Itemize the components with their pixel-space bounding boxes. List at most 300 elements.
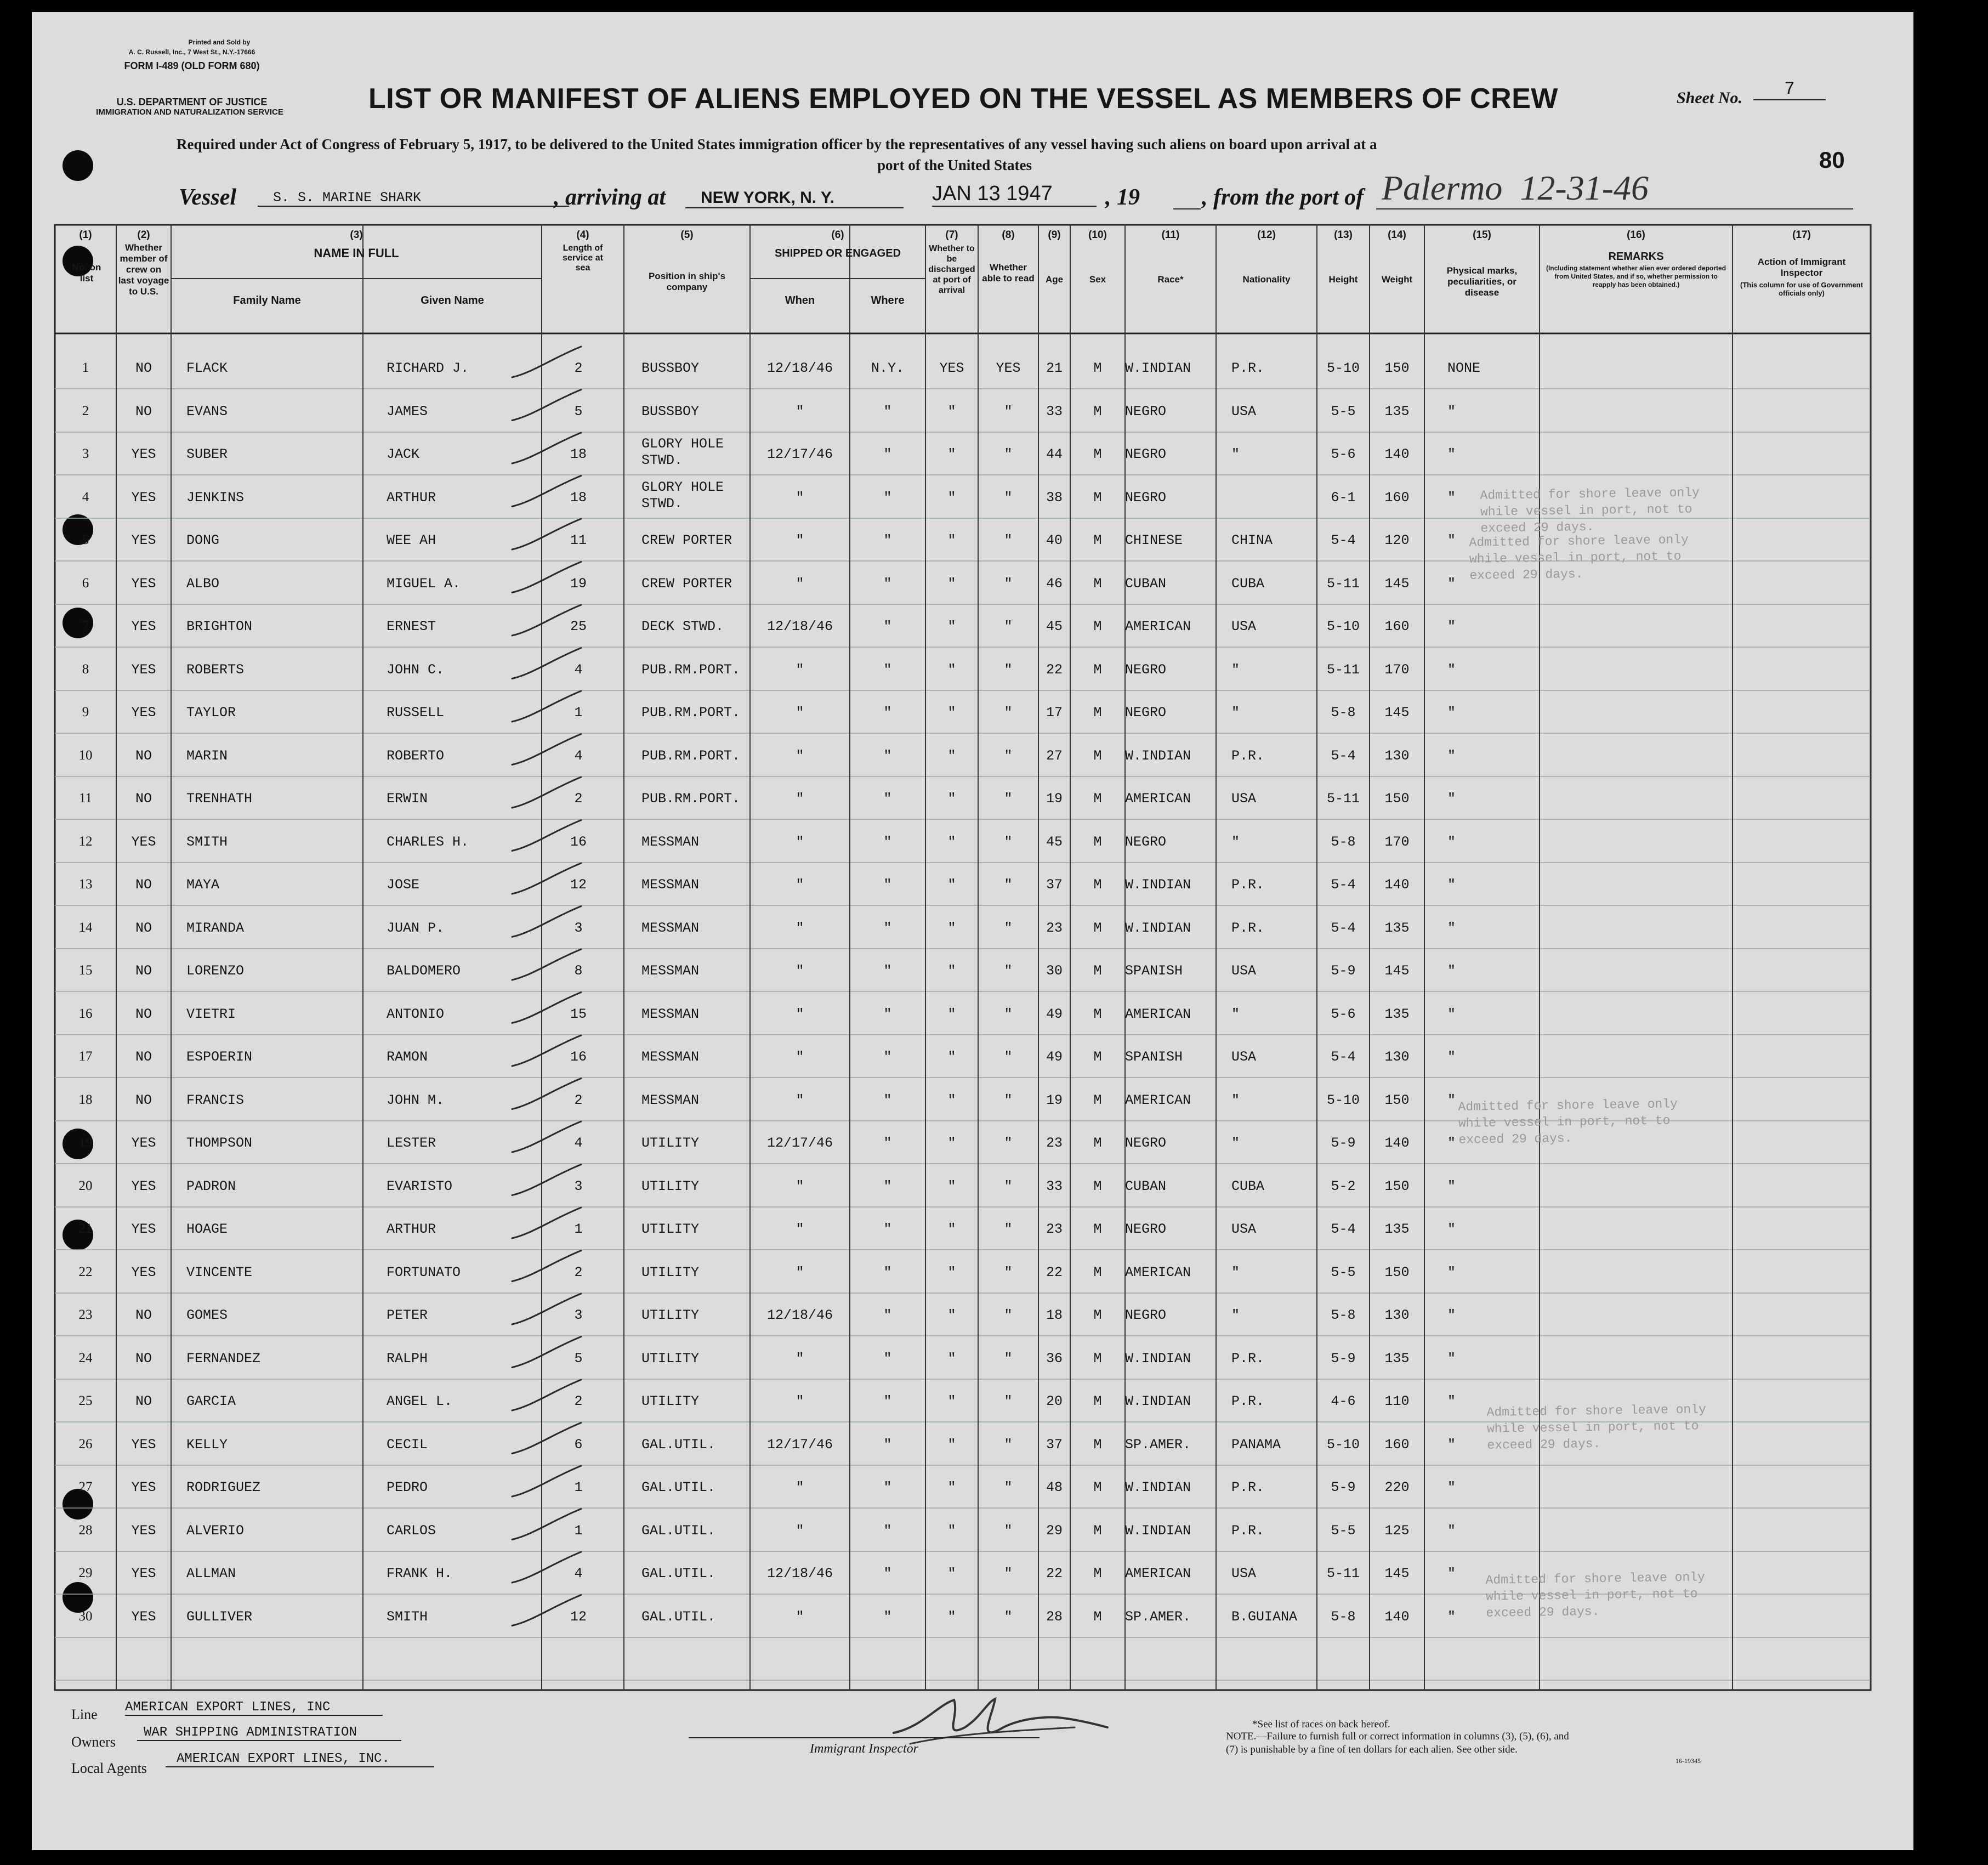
weight: 145 (1384, 575, 1410, 592)
nationality: P.R. (1231, 920, 1265, 936)
height: 5-9 (1331, 1350, 1356, 1367)
shipped-where: " (883, 619, 892, 634)
owners-label: Owners (71, 1734, 116, 1750)
age: 36 (1046, 1350, 1063, 1367)
able-to-read: " (1004, 1049, 1013, 1065)
row-number: 30 (78, 1608, 93, 1624)
col-14-header: Weight (1381, 274, 1413, 285)
shipped-where: " (883, 747, 892, 764)
shipped-where: " (883, 920, 892, 936)
discharged: " (947, 1178, 956, 1194)
crew-last-voyage: YES (131, 661, 156, 678)
tally-mark (512, 1251, 581, 1282)
shipped-when: " (796, 834, 804, 850)
weight: 170 (1384, 834, 1410, 850)
tally-mark (512, 1423, 581, 1454)
family-name: GARCIA (186, 1393, 236, 1409)
physical-marks: " (1447, 963, 1456, 979)
shipped-where: " (883, 1307, 892, 1323)
nationality: USA (1231, 1049, 1257, 1065)
family-name: JENKINS (186, 489, 245, 506)
age: 18 (1046, 1307, 1063, 1323)
service-length: 5 (574, 403, 583, 420)
crew-last-voyage: NO (135, 1307, 152, 1323)
position: GAL.UTIL. (641, 1522, 716, 1539)
weight: 135 (1384, 920, 1410, 936)
physical-marks: " (1447, 1006, 1456, 1022)
shipped-where: " (883, 532, 892, 548)
col-10-header: Sex (1089, 274, 1106, 285)
shipped-when: 12/17/46 (766, 1436, 833, 1453)
weight: 130 (1384, 1049, 1410, 1065)
crew-last-voyage: NO (135, 791, 152, 807)
col-6-number: (6) (831, 229, 844, 241)
crew-last-voyage: YES (131, 1436, 156, 1453)
printer-line: Printed and Sold by (188, 38, 251, 46)
service-length: 4 (574, 747, 583, 764)
family-name: FRANCIS (186, 1092, 245, 1108)
weight: 130 (1384, 1307, 1410, 1323)
shipped-where: " (883, 489, 892, 506)
tally-mark (512, 476, 581, 507)
sex: M (1093, 661, 1102, 678)
tally-mark (512, 648, 581, 679)
race: CHINESE (1125, 532, 1183, 548)
service-length: 1 (574, 1221, 583, 1237)
able-to-read: " (1004, 532, 1013, 548)
shipped-when: " (796, 403, 804, 420)
discharged: " (947, 834, 956, 850)
race: W.INDIAN (1125, 920, 1191, 936)
family-name: ROBERTS (186, 661, 245, 678)
given-name: ARTHUR (387, 489, 436, 506)
shipped-when: " (796, 532, 804, 548)
weight: 150 (1384, 1178, 1410, 1194)
row-number: 9 (82, 705, 89, 719)
nationality: CUBA (1231, 1178, 1265, 1194)
age: 49 (1046, 1006, 1063, 1022)
physical-marks: " (1447, 661, 1456, 678)
physical-marks: " (1447, 1436, 1456, 1453)
position: MESSMAN (641, 834, 700, 850)
nationality: " (1231, 1307, 1240, 1323)
col-17-subheader: (This column for use of Government officials only) (1740, 281, 1863, 297)
able-to-read: " (1004, 1135, 1013, 1151)
position: GLORY HOLE STWD. (641, 479, 724, 512)
note-line1: NOTE.—Failure to furnish full or correct information in columns (3), (5), (6), and (1226, 1731, 1569, 1742)
col-4-number: (4) (576, 229, 589, 241)
row-number: 4 (82, 489, 89, 504)
age: 44 (1046, 446, 1063, 462)
discharged: " (947, 575, 956, 592)
discharged: " (947, 1307, 956, 1323)
height: 5-8 (1331, 705, 1356, 721)
from-label: , from the port of (1202, 185, 1364, 210)
position: MESSMAN (641, 1092, 700, 1108)
tally-mark (512, 605, 581, 636)
weight: 140 (1384, 1608, 1410, 1625)
crew-last-voyage: YES (131, 834, 156, 850)
race: SPANISH (1125, 1049, 1183, 1065)
family-name: GOMES (186, 1307, 228, 1323)
sex: M (1093, 1522, 1102, 1539)
service-length: 16 (570, 834, 587, 850)
sheet-label: Sheet No. (1677, 89, 1742, 107)
form-number: FORM I-489 (OLD FORM 680) (124, 60, 260, 71)
sex: M (1093, 920, 1102, 936)
owners-value: WAR SHIPPING ADMINISTRATION (137, 1725, 401, 1741)
discharged: " (947, 705, 956, 721)
height: 5-5 (1331, 1522, 1356, 1539)
height: 5-10 (1326, 360, 1360, 376)
nationality: P.R. (1231, 360, 1265, 376)
shipped-when: " (796, 877, 804, 893)
service-length: 2 (574, 1092, 583, 1108)
able-to-read: " (1004, 963, 1013, 979)
service-length: 25 (570, 619, 587, 634)
position: MESSMAN (641, 1049, 700, 1065)
family-name: FLACK (186, 360, 228, 376)
shipped-when: 12/17/46 (766, 446, 833, 462)
physical-marks: " (1447, 403, 1456, 420)
col-4-header: Length of service at sea (563, 243, 603, 273)
sex: M (1093, 1006, 1102, 1022)
nationality: P.R. (1231, 877, 1265, 893)
height: 5-4 (1331, 877, 1356, 893)
age: 22 (1046, 1264, 1063, 1280)
sex: M (1093, 1221, 1102, 1237)
able-to-read: " (1004, 489, 1013, 506)
shipped-where: " (883, 661, 892, 678)
nationality: P.R. (1231, 1522, 1265, 1539)
discharged: " (947, 446, 956, 462)
physical-marks: " (1447, 877, 1456, 893)
sex: M (1093, 489, 1102, 506)
inspector-label: Immigrant Inspector (810, 1742, 918, 1756)
physical-marks: " (1447, 791, 1456, 807)
sheet-number: 7 (1753, 79, 1826, 100)
physical-marks: NONE (1447, 360, 1481, 376)
race: W.INDIAN (1125, 360, 1191, 376)
given-name: PETER (387, 1307, 428, 1323)
position: UTILITY (641, 1350, 700, 1367)
shipped-where: N.Y. (871, 360, 904, 376)
weight: 150 (1384, 1264, 1410, 1280)
sex: M (1093, 360, 1102, 376)
family-name: KELLY (186, 1436, 228, 1453)
race: W.INDIAN (1125, 1393, 1191, 1409)
line-label: Line (71, 1707, 98, 1722)
family-name: GULLIVER (186, 1608, 253, 1625)
shipped-where: " (883, 1436, 892, 1453)
col-17-number: (17) (1792, 229, 1811, 241)
given-name: RAMON (387, 1049, 428, 1065)
family-name: FERNANDEZ (186, 1350, 261, 1367)
service-length: 3 (574, 920, 583, 936)
page-title: LIST OR MANIFEST OF ALIENS EMPLOYED ON THE VESSEL AS MEMBERS OF CREW (368, 83, 1558, 115)
family-name: HOAGE (186, 1221, 228, 1237)
row-number: 29 (78, 1566, 93, 1580)
crew-last-voyage: YES (131, 1264, 156, 1280)
race: SP.AMER. (1125, 1608, 1191, 1625)
tally-mark (512, 1208, 581, 1238)
col-2-header: Whether member of crew on last voyage to U.S. (118, 242, 169, 297)
given-name: LESTER (387, 1135, 436, 1151)
physical-marks: " (1447, 1566, 1456, 1581)
physical-marks: " (1447, 1479, 1456, 1495)
family-name: DONG (186, 532, 220, 548)
family-name: ALVERIO (186, 1522, 245, 1539)
shipped-when: " (796, 1049, 804, 1065)
crew-last-voyage: NO (135, 360, 152, 376)
row-number: 26 (78, 1436, 93, 1452)
col-5-header: Position in ship's company (648, 271, 726, 292)
tally-mark (512, 390, 581, 421)
weight: 120 (1384, 532, 1410, 548)
crew-last-voyage: NO (135, 403, 152, 420)
race: W.INDIAN (1125, 1522, 1191, 1539)
service-length: 3 (574, 1178, 583, 1194)
physical-marks: " (1447, 619, 1456, 634)
row-number: 2 (82, 403, 89, 418)
age: 27 (1046, 747, 1063, 764)
position: UTILITY (641, 1221, 700, 1237)
tally-mark (512, 863, 581, 894)
discharged: " (947, 1566, 956, 1581)
nationality: USA (1231, 403, 1257, 420)
able-to-read: " (1004, 1436, 1013, 1453)
height: 5-8 (1331, 1307, 1356, 1323)
service-length: 8 (574, 963, 583, 979)
shipped-when: " (796, 1479, 804, 1495)
position: GLORY HOLE STWD. (641, 436, 724, 468)
printer-address: A. C. Russell, Inc., 7 West St., N.Y.-17666 (128, 48, 255, 56)
row-number: 28 (78, 1522, 93, 1538)
tally-mark (512, 1079, 581, 1109)
nationality: " (1231, 1135, 1240, 1151)
col-14-number: (14) (1388, 229, 1406, 241)
position: CREW PORTER (641, 532, 732, 548)
sex: M (1093, 403, 1102, 420)
race: W.INDIAN (1125, 747, 1191, 764)
shore-leave-stamp: Admitted for shore leave only while vessel in port, not to exceed 29 days. (1486, 1402, 1707, 1453)
crew-last-voyage: YES (131, 705, 156, 721)
able-to-read: " (1004, 1092, 1013, 1108)
age: 29 (1046, 1522, 1063, 1539)
row-number: 16 (78, 1006, 93, 1021)
tally-mark (512, 906, 581, 937)
shipped-where: " (883, 1522, 892, 1539)
arriving-port: NEW YORK, N. Y. (685, 189, 904, 208)
col-11-header: Race* (1157, 274, 1184, 285)
shore-leave-stamp: Admitted for shore leave only while vessel in port, not to exceed 29 days. (1480, 485, 1700, 536)
given-name: ERNEST (387, 619, 436, 634)
discharged: " (947, 403, 956, 420)
age: 20 (1046, 1393, 1063, 1409)
weight: 220 (1384, 1479, 1410, 1495)
shipped-when: " (796, 1178, 804, 1194)
sex: M (1093, 747, 1102, 764)
discharged: " (947, 1221, 956, 1237)
family-name: VINCENTE (186, 1264, 253, 1280)
race: NEGRO (1125, 1307, 1167, 1323)
nationality: PANAMA (1231, 1436, 1281, 1453)
nationality: CUBA (1231, 575, 1265, 592)
height: 5-11 (1326, 661, 1360, 678)
weight: 125 (1384, 1522, 1410, 1539)
height: 5-5 (1331, 1264, 1356, 1280)
service-length: 2 (574, 1264, 583, 1280)
able-to-read: " (1004, 1608, 1013, 1625)
family-name: RODRIGUEZ (186, 1479, 261, 1495)
race: AMERICAN (1125, 1092, 1191, 1108)
physical-marks: " (1447, 1092, 1456, 1108)
able-to-read: " (1004, 446, 1013, 462)
physical-marks: " (1447, 1608, 1456, 1625)
age: 49 (1046, 1049, 1063, 1065)
shipped-where: " (883, 446, 892, 462)
physical-marks: " (1447, 532, 1456, 548)
position: GAL.UTIL. (641, 1436, 716, 1453)
row-number: 8 (82, 661, 89, 677)
able-to-read: " (1004, 1393, 1013, 1409)
service-length: 4 (574, 661, 583, 678)
vessel-label: Vessel (179, 185, 236, 210)
crew-last-voyage: NO (135, 1092, 152, 1108)
weight: 150 (1384, 360, 1410, 376)
sex: M (1093, 1135, 1102, 1151)
age: 19 (1046, 791, 1063, 807)
position: UTILITY (641, 1264, 700, 1280)
shipped-when: 12/18/46 (766, 360, 833, 376)
discharged: " (947, 1092, 956, 1108)
race: NEGRO (1125, 705, 1167, 721)
sex: M (1093, 1049, 1102, 1065)
tally-mark (512, 1294, 581, 1324)
row-number: 7 (82, 619, 89, 633)
crew-last-voyage: YES (131, 1522, 156, 1539)
tally-mark (512, 562, 581, 593)
age: 37 (1046, 877, 1063, 893)
crew-last-voyage: YES (131, 446, 156, 462)
tally-mark (512, 1552, 581, 1583)
subtitle-line2: port of the United States (877, 157, 1032, 173)
service-length: 5 (574, 1350, 583, 1367)
col-9-number: (9) (1048, 229, 1061, 241)
nationality: P.R. (1231, 1350, 1265, 1367)
discharged: " (947, 1006, 956, 1022)
discharged: " (947, 661, 956, 678)
service-length: 15 (570, 1006, 587, 1022)
height: 5-11 (1326, 575, 1360, 592)
shipped-when: " (796, 791, 804, 807)
crew-last-voyage: NO (135, 747, 152, 764)
shipped-when: " (796, 920, 804, 936)
sex: M (1093, 1307, 1102, 1323)
nationality: " (1231, 661, 1240, 678)
given-name: CHARLES H. (387, 834, 469, 850)
height: 5-5 (1331, 403, 1356, 420)
col-16-header: REMARKS (1608, 251, 1664, 263)
year-label: , 19 (1105, 185, 1140, 210)
col-5-number: (5) (680, 229, 694, 241)
discharged: " (947, 920, 956, 936)
age: 21 (1046, 360, 1063, 376)
crew-last-voyage: NO (135, 1049, 152, 1065)
col-13-number: (13) (1334, 229, 1353, 241)
discharged: " (947, 532, 956, 548)
family-name: LORENZO (186, 963, 245, 979)
shipped-where: " (883, 834, 892, 850)
crew-last-voyage: YES (131, 619, 156, 634)
shipped-when: " (796, 1608, 804, 1625)
age: 37 (1046, 1436, 1063, 1453)
given-name: FORTUNATO (387, 1264, 461, 1280)
given-name: MIGUEL A. (387, 575, 461, 592)
given-name: EVARISTO (387, 1178, 453, 1194)
sex: M (1093, 791, 1102, 807)
service-length: 2 (574, 360, 583, 376)
weight: 140 (1384, 1135, 1410, 1151)
shipped-when: " (796, 1522, 804, 1539)
row-number: 3 (82, 446, 89, 461)
arrival-date: JAN 13 1947 (932, 182, 1097, 207)
weight: 160 (1384, 619, 1410, 634)
col-10-number: (10) (1088, 229, 1107, 241)
position: BUSSBOY (641, 403, 700, 420)
weight: 130 (1384, 747, 1410, 764)
discharged: " (947, 1049, 956, 1065)
when-header: When (785, 294, 815, 307)
able-to-read: " (1004, 920, 1013, 936)
physical-marks: " (1447, 834, 1456, 850)
col-12-number: (12) (1257, 229, 1276, 241)
tally-mark (512, 777, 581, 808)
discharged: " (947, 1436, 956, 1453)
col-8-number: (8) (1002, 229, 1015, 241)
service-length: 18 (570, 446, 587, 462)
shipped-when: " (796, 1006, 804, 1022)
arriving-label: , arriving at (554, 185, 666, 210)
family-name-header: Family Name (233, 294, 301, 307)
able-to-read: " (1004, 791, 1013, 807)
weight: 150 (1384, 791, 1410, 807)
agents-label: Local Agents (71, 1760, 147, 1776)
shipped-where: " (883, 1178, 892, 1194)
tally-mark (512, 734, 581, 765)
row-number: 18 (78, 1092, 93, 1107)
col-2-number: (2) (137, 229, 150, 241)
age: 23 (1046, 1135, 1063, 1151)
race: NEGRO (1125, 1135, 1167, 1151)
service-length: 1 (574, 705, 583, 721)
shipped-when: " (796, 747, 804, 764)
physical-marks: " (1447, 920, 1456, 936)
col-1-header: No. on list (72, 262, 101, 284)
tally-mark (512, 1509, 581, 1540)
nationality: CHINA (1231, 532, 1273, 548)
race: AMERICAN (1125, 1264, 1191, 1280)
given-name: ANTONIO (387, 1006, 445, 1022)
physical-marks: " (1447, 705, 1456, 721)
position: PUB.RM.PORT. (641, 747, 741, 764)
family-name: TRENHATH (186, 791, 253, 807)
weight: 145 (1384, 705, 1410, 721)
shore-leave-stamp: Admitted for shore leave only while vessel in port, not to exceed 29 days. (1485, 1570, 1706, 1620)
able-to-read: " (1004, 1566, 1013, 1581)
row-number: 1 (82, 360, 89, 375)
family-name: EVANS (186, 403, 228, 420)
